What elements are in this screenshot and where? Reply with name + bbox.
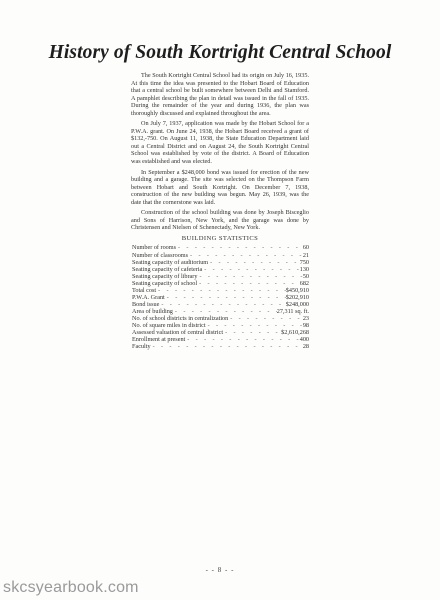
stats-label: Assessed valuation of central district [132,329,224,337]
stats-label: Number of classrooms [132,251,189,259]
leader-dots [159,301,285,308]
leader-dots [197,273,302,280]
stats-label: P.W.A. Grant [132,293,165,301]
stats-row [131,343,309,350]
stats-row [131,252,309,259]
leader-dots [202,266,299,273]
page-title: History of South Kortright Central School [48,42,392,63]
stats-label: Seating capacity of library [132,272,198,280]
article-body [131,72,309,350]
stats-label: Seating capacity of cafeteria [132,265,203,273]
stats-label: Number of rooms [132,244,176,252]
stats-label: Enrollment at present [132,336,186,344]
page-number: - - 8 - - [205,566,235,574]
stats-value: $2,610,268 [281,329,309,337]
stats-row [131,329,309,336]
paragraph: In September a $248,000 bond was issued for erection of the new building and a garage. The site was selected on the Thompson Farm between Hobart and South Kortright. On December 7, 1938, construction of the new building was begun. May 26, 1939, was the date that the cornerstone was laid. [131,168,309,206]
stats-label: Total cost [132,286,157,294]
stats-value: 21 [302,251,309,259]
paragraph: The South Kortright Central School had its origin on July 16, 1935. At this time the idea was presented to the Hobart Board of Education that a central school be built somewhere between Delhi and Stamford. A pamphlet describing the plan in detail was issued in the fall of 1935. During the remainder of the year and during 1936, the plan was thoroughly discussed and explained throughout the area. [131,72,309,117]
leader-dots [208,259,300,266]
leader-dots [197,280,300,287]
paragraph: On July 7, 1937, application was made by the Hobart School for a P.W.A. grant. On June 24, 1938, the Hobart Board received a grant of $132,-750. On August 11, 1938, the State Education Department laid out a Central District and on August 24, the South Kortright Central School was established by vote of the district. A Board of Education was established and was elected. [131,120,309,166]
stats-value: 60 [302,244,309,252]
stats-value: 23 [302,314,309,322]
stats-table [131,244,309,350]
stats-row [131,336,309,343]
stats-label: No. of square miles in district [132,322,206,329]
stats-value: 400 [299,336,309,344]
stats-value: 682 [299,279,309,287]
stats-value: 98 [302,322,309,329]
leader-dots [185,336,299,343]
leader-dots [173,308,277,315]
watermark: skcsyearbook.com [3,579,139,596]
leader-dots [223,329,281,336]
stats-value: $202,910 [285,293,309,301]
leader-dots [165,294,286,301]
stats-row [131,273,309,280]
stats-row [131,308,309,315]
leader-dots [156,287,286,294]
stats-value: 27,311 sq. ft. [276,307,309,315]
stats-label: Bond issue [132,300,160,308]
stats-value: 130 [299,265,309,273]
stats-row [131,315,309,322]
stats-label: Area of building [132,307,173,315]
leader-dots [188,252,303,259]
leader-dots [228,315,303,322]
stats-label: Seating capacity of school [132,279,198,287]
stats-value: 28 [302,343,309,351]
leader-dots [151,343,303,350]
stats-label: Seating capacity of auditorium [132,258,209,266]
paragraph: Construction of the school building was done by Joseph Bisceglio and Sons of Harrison, New York, and the garage was done by Christensen and Nielsen of Schenectady, New York. [131,209,309,232]
stats-row [131,301,309,308]
stats-value: 750 [299,258,309,266]
stats-row [131,322,309,329]
stats-label: No. of school districts in centralization [132,314,229,322]
leader-dots [206,322,303,329]
stats-heading: BUILDING STATISTICS [181,234,259,242]
stats-row [131,259,309,266]
stats-row [131,266,309,273]
stats-row [131,280,309,287]
leader-dots [176,244,303,251]
stats-row [131,244,309,251]
stats-value: $248,000 [285,300,309,308]
stats-label: Faculty [132,343,151,351]
stats-row [131,294,309,301]
stats-value: 50 [302,272,309,280]
stats-row [131,287,309,294]
stats-value: $450,910 [285,286,309,294]
